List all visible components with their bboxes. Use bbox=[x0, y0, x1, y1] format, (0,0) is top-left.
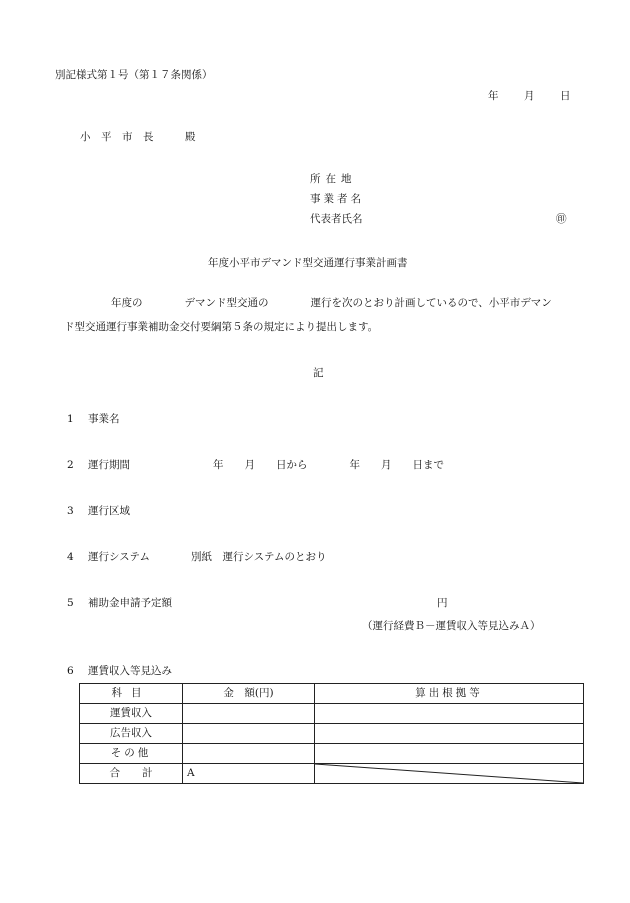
date-year: 年 bbox=[488, 90, 499, 102]
item-4-number: 4 bbox=[67, 551, 74, 563]
date-line bbox=[488, 88, 572, 100]
table-row bbox=[80, 744, 584, 764]
body-line-2: ド型交通運行事業補助金交付要綱第５条の規定により提出します。 bbox=[64, 321, 379, 333]
revenue-table bbox=[79, 683, 584, 784]
sender-representative-label: 代表者氏名 bbox=[310, 213, 363, 225]
header-subject: 科目 bbox=[80, 684, 183, 704]
row-fare-amount[interactable] bbox=[183, 704, 315, 724]
row-ads-basis[interactable] bbox=[315, 724, 584, 744]
table-header-row bbox=[80, 684, 584, 704]
date-month: 月 bbox=[524, 90, 535, 102]
item-2-number: 2 bbox=[67, 459, 74, 471]
body-line-1: 年度の デマンド型交通の 運行を次のとおり計画しているので、小平市デマン bbox=[111, 297, 552, 309]
item-2-period: 年 月 日から 年 月 日まで bbox=[213, 459, 444, 471]
date-day: 日 bbox=[560, 90, 571, 102]
item-5-number: 5 bbox=[67, 597, 74, 609]
row-ads-amount[interactable] bbox=[183, 724, 315, 744]
seal-mark: ㊞ bbox=[556, 213, 567, 225]
item-4-label: 運行システム bbox=[88, 551, 150, 563]
item-5-unit: 円 bbox=[437, 597, 448, 609]
row-other-amount[interactable] bbox=[183, 744, 315, 764]
row-fare-basis[interactable] bbox=[315, 704, 584, 724]
item-6-label: 運賃収入等見込み bbox=[88, 665, 172, 677]
row-total-label: 合計 bbox=[80, 764, 183, 784]
header-basis: 算出根拠等 bbox=[315, 684, 584, 704]
addressee: 小 平 市 長 殿 bbox=[80, 131, 196, 143]
item-1-label: 事業名 bbox=[88, 413, 120, 425]
sender-location-label: 所在地 bbox=[310, 173, 357, 185]
ki-heading: 記 bbox=[313, 367, 324, 379]
table-row bbox=[80, 724, 584, 744]
row-ads-label: 広告収入 bbox=[80, 724, 183, 744]
item-6-number: 6 bbox=[67, 665, 74, 677]
item-3-label: 運行区域 bbox=[88, 505, 130, 517]
row-fare-label: 運賃収入 bbox=[80, 704, 183, 724]
header-amount: 金 額(円) bbox=[183, 684, 315, 704]
table-row bbox=[80, 704, 584, 724]
item-5-formula: （運行経費Ｂ－運賃収入等見込みＡ） bbox=[362, 620, 541, 632]
item-3-number: 3 bbox=[67, 505, 74, 517]
sender-business-label: 事業者名 bbox=[310, 193, 364, 205]
item-5-label: 補助金申請予定額 bbox=[88, 597, 172, 609]
row-total-basis-slashed bbox=[315, 764, 584, 784]
item-1-number: 1 bbox=[67, 413, 74, 425]
item-4-value: 別紙 運行システムのとおり bbox=[191, 551, 327, 563]
item-2-label: 運行期間 bbox=[88, 459, 130, 471]
table-row bbox=[80, 764, 584, 784]
diagonal-slash-line bbox=[315, 764, 583, 783]
form-number: 別記様式第１号（第１７条関係） bbox=[55, 69, 213, 81]
row-other-label: その他 bbox=[80, 744, 183, 764]
document-title: 年度小平市デマンド型交通運行事業計画書 bbox=[208, 257, 408, 269]
row-other-basis[interactable] bbox=[315, 744, 584, 764]
row-total-amount[interactable]: A bbox=[183, 764, 315, 784]
